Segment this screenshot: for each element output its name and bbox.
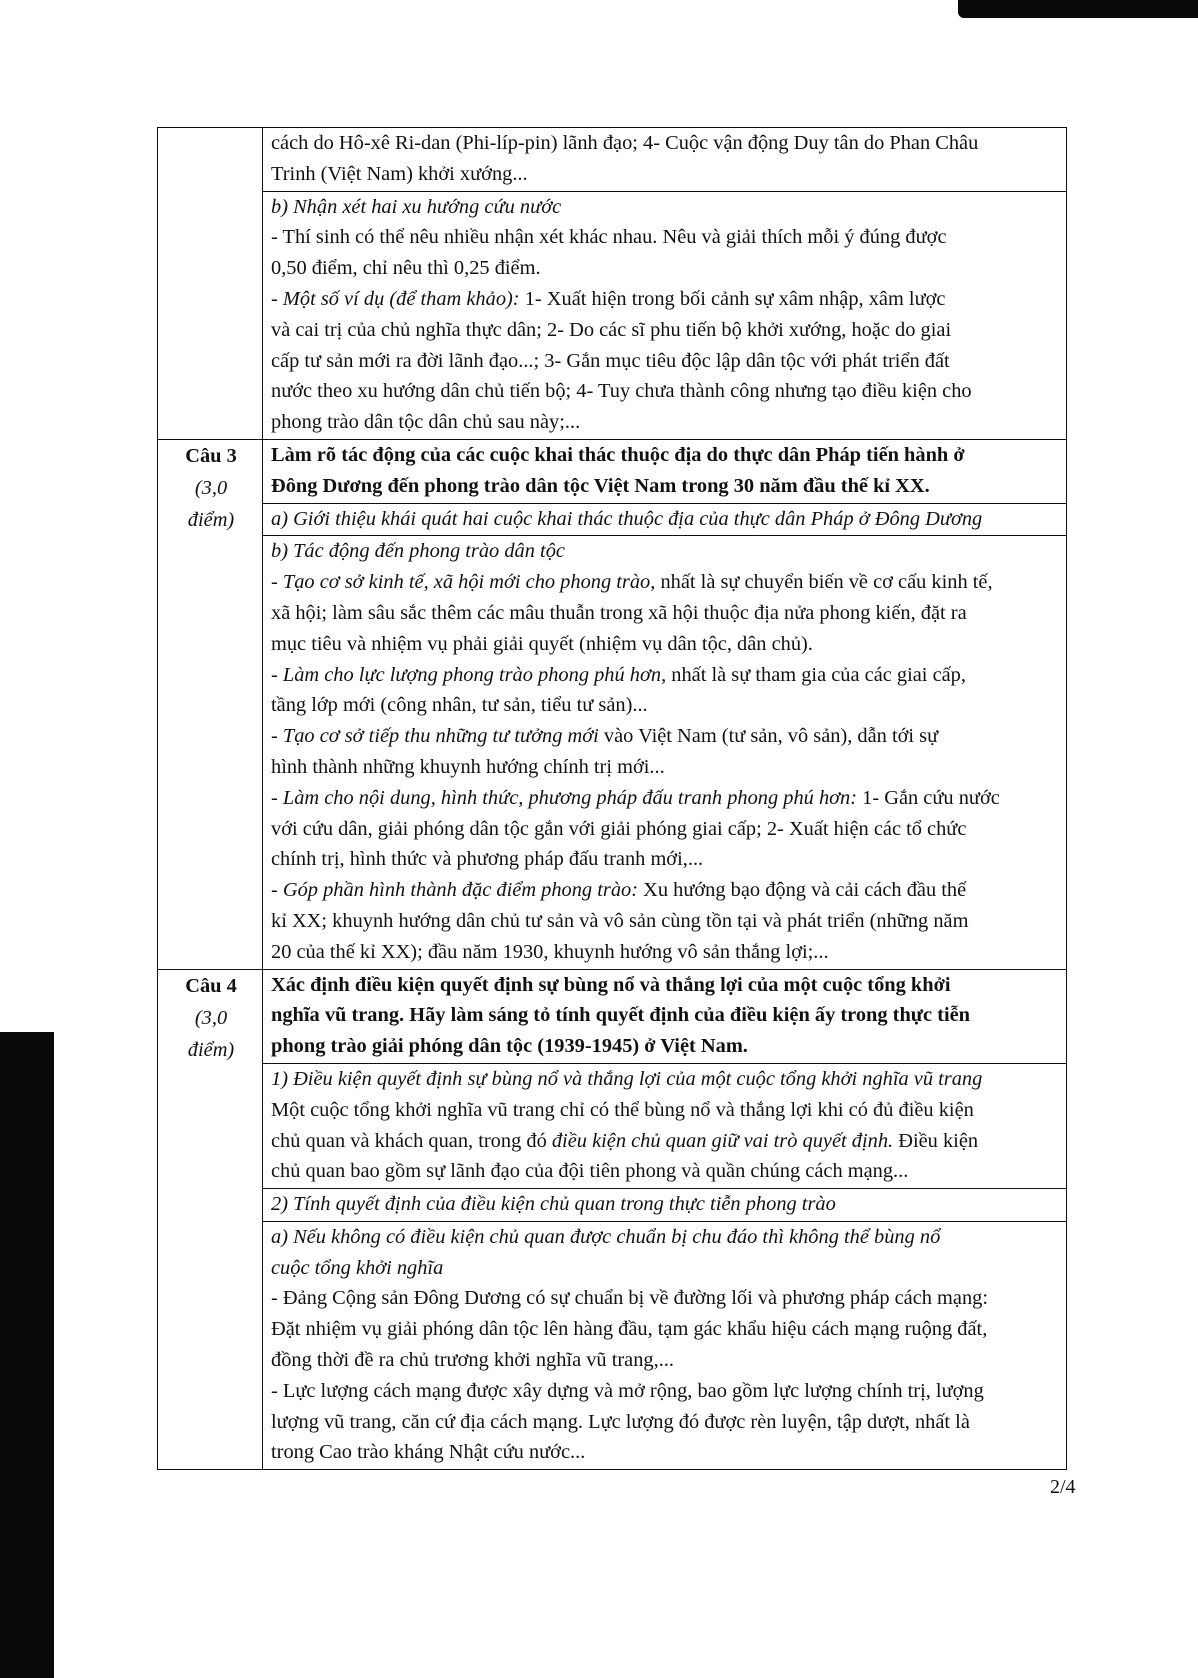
question-points: (3,0 bbox=[194, 476, 228, 499]
lead-phrase: - Tạo cơ sở tiếp thu những tư tưởng mới bbox=[271, 725, 599, 748]
text-line bbox=[271, 875, 1060, 906]
scan-edge-mark-top bbox=[958, 0, 1198, 18]
continuation-cell bbox=[263, 128, 1067, 192]
text-line: đồng thời đề ra chủ trương khởi nghĩa vũ trang,... bbox=[271, 1349, 674, 1372]
lead-phrase: - Làm cho lực lượng phong trào phong phú hơn, bbox=[271, 663, 667, 686]
text-line: kỉ XX; khuynh hướng dân chủ tư sản và vô sản cùng tồn tại và phát triển (những năm bbox=[271, 909, 969, 932]
text-line: - Đảng Cộng sản Đông Dương có sự chuẩn bị về đường lối và phương pháp cách mạng: bbox=[271, 1287, 989, 1310]
lead-phrase: - Làm cho nội dung, hình thức, phương pháp đấu tranh phong phú hơn: bbox=[271, 786, 858, 809]
text-line: xã hội; làm sâu sắc thêm các mâu thuẫn trong xã hội thuộc địa nửa phong kiến, đặt ra bbox=[271, 601, 967, 624]
q4-part-a bbox=[263, 1221, 1067, 1469]
lead-rest: 1- Gắn cứu nước bbox=[857, 786, 1000, 809]
lead-rest: nhất là sự tham gia của các giai cấp, bbox=[666, 663, 966, 686]
text-line: nước theo xu hướng dân chủ tiến bộ; 4- Tuy chưa thành công nhưng tạo điều kiện cho bbox=[271, 380, 972, 403]
text-segment: chủ quan và khách quan, trong đó bbox=[271, 1129, 552, 1152]
lead-phrase: - Tạo cơ sở kinh tế, xã hội mới cho phong trào, bbox=[271, 571, 656, 594]
question-points: điểm) bbox=[187, 508, 235, 531]
question-3-title bbox=[263, 439, 1067, 503]
text-line: chủ quan bao gồm sự lãnh đạo của đội tiên phong và quần chúng cách mạng... bbox=[271, 1160, 909, 1183]
section-heading: 2) Tính quyết định của điều kiện chủ quan trong thực tiễn phong trào bbox=[271, 1193, 836, 1216]
q3-part-b bbox=[263, 536, 1067, 969]
text-line: 0,50 điểm, chỉ nêu thì 0,25 điểm. bbox=[271, 257, 541, 280]
answer-key-table bbox=[157, 127, 1067, 1470]
table-row bbox=[158, 1221, 1067, 1469]
question-3-cell bbox=[158, 439, 263, 969]
table-row bbox=[158, 1189, 1067, 1222]
question-4-cell bbox=[158, 969, 263, 1470]
text-line: 20 của thế kỉ XX); đầu năm 1930, khuynh hướng vô sản thắng lợi;... bbox=[271, 940, 829, 963]
table-row bbox=[158, 536, 1067, 969]
text-line: Đông Dương đến phong trào dân tộc Việt Nam trong 30 năm đầu thế kỉ XX. bbox=[271, 474, 930, 497]
question-4-title bbox=[263, 969, 1067, 1063]
question-cell-empty bbox=[158, 128, 263, 440]
table-row bbox=[158, 1063, 1067, 1188]
table-row bbox=[158, 503, 1067, 536]
scan-edge-mark-left bbox=[0, 1032, 54, 1678]
lead-rest: nhất là sự chuyển biến về cơ cấu kinh tế, bbox=[655, 571, 993, 594]
text-line: trong Cao trào kháng Nhật cứu nước... bbox=[271, 1441, 586, 1464]
text-line bbox=[271, 284, 1060, 315]
text-line: với cứu dân, giải phóng dân tộc gắn với giải phóng giai cấp; 2- Xuất hiện các tổ chức bbox=[271, 817, 967, 840]
text-line: hình thành những khuynh hướng chính trị mới... bbox=[271, 755, 665, 778]
text-line: Xác định điều kiện quyết định sự bùng nổ và thắng lợi của một cuộc tổng khởi bbox=[271, 973, 951, 996]
section-heading: b) Nhận xét hai xu hướng cứu nước bbox=[271, 195, 562, 218]
text-line: Đặt nhiệm vụ giải phóng dân tộc lên hàng đầu, tạm gác khẩu hiệu cách mạng ruộng đất, bbox=[271, 1318, 988, 1341]
text-line: - Lực lượng cách mạng được xây dựng và mở rộng, bao gồm lực lượng chính trị, lượng bbox=[271, 1379, 984, 1402]
lead-phrase: - Một số ví dụ (để tham khảo): bbox=[271, 287, 520, 310]
text-line bbox=[271, 567, 1060, 598]
text-line: - Thí sinh có thể nêu nhiều nhận xét khác nhau. Nêu và giải thích mỗi ý đúng được bbox=[271, 226, 947, 249]
q4-section-2 bbox=[263, 1189, 1067, 1222]
table-row bbox=[158, 969, 1067, 1063]
text-line bbox=[271, 1126, 1060, 1157]
text-segment: Điều kiện bbox=[893, 1129, 979, 1152]
text-line: và cai trị của chủ nghĩa thực dân; 2- Do các sĩ phu tiến bộ khởi xướng, hoặc do giai bbox=[271, 318, 952, 341]
section-heading: a) Giới thiệu khái quát hai cuộc khai thác thuộc địa của thực dân Pháp ở Đông Dương bbox=[271, 507, 983, 530]
text-line: chính trị, hình thức và phương pháp đấu tranh mới,... bbox=[271, 848, 704, 871]
text-line bbox=[271, 783, 1060, 814]
text-line: Trinh (Việt Nam) khởi xướng... bbox=[271, 162, 528, 185]
table-row bbox=[158, 191, 1067, 439]
text-line: tầng lớp mới (công nhân, tư sản, tiểu tư sản)... bbox=[271, 694, 648, 717]
text-line: Một cuộc tổng khởi nghĩa vũ trang chỉ có thể bùng nổ và thắng lợi khi có đủ điều kiện bbox=[271, 1098, 974, 1121]
section-heading: b) Tác động đến phong trào dân tộc bbox=[271, 540, 565, 563]
text-line: Làm rõ tác động của các cuộc khai thác thuộc địa do thực dân Pháp tiến hành ở bbox=[271, 443, 965, 466]
section-heading: cuộc tổng khởi nghĩa bbox=[271, 1256, 444, 1279]
lead-rest: 1- Xuất hiện trong bối cảnh sự xâm nhập, xâm lược bbox=[519, 287, 946, 310]
text-line bbox=[271, 660, 1060, 691]
lead-rest: Xu hướng bạo động và cải cách đầu thế bbox=[638, 879, 967, 902]
text-line bbox=[271, 721, 1060, 752]
text-line: lượng vũ trang, căn cứ địa cách mạng. Lực lượng đó được rèn luyện, tập dượt, nhất là bbox=[271, 1410, 970, 1433]
text-line: cấp tư sản mới ra đời lãnh đạo...; 3- Gắn mục tiêu độc lập dân tộc với phát triển đất bbox=[271, 349, 950, 372]
q3-part-a bbox=[263, 503, 1067, 536]
lead-rest: vào Việt Nam (tư sản, vô sản), dẫn tới sự bbox=[598, 725, 939, 748]
question-points: điểm) bbox=[187, 1038, 235, 1061]
question-label: Câu 4 bbox=[185, 974, 237, 997]
table-row bbox=[158, 128, 1067, 192]
assessment-cell bbox=[263, 191, 1067, 439]
lead-phrase: - Góp phần hình thành đặc điểm phong trào: bbox=[271, 879, 639, 902]
table-row bbox=[158, 439, 1067, 503]
emphasis: điều kiện chủ quan giữ vai trò quyết định. bbox=[551, 1129, 894, 1152]
text-line: phong trào giải phóng dân tộc (1939-1945) ở Việt Nam. bbox=[271, 1035, 748, 1058]
text-line: phong trào dân tộc dân chủ sau này;... bbox=[271, 411, 581, 434]
text-line: cách do Hô-xê Ri-dan (Phi-líp-pin) lãnh đạo; 4- Cuộc vận động Duy tân do Phan Châu bbox=[271, 132, 979, 154]
page-number: 2/4 bbox=[1050, 1476, 1076, 1498]
text-line: mục tiêu và nhiệm vụ phải giải quyết (nhiệm vụ dân tộc, dân chủ). bbox=[271, 632, 813, 655]
question-label: Câu 3 bbox=[185, 444, 237, 467]
section-heading: 1) Điều kiện quyết định sự bùng nổ và thắng lợi của một cuộc tổng khởi nghĩa vũ trang bbox=[271, 1067, 983, 1090]
q4-section-1 bbox=[263, 1063, 1067, 1188]
question-points: (3,0 bbox=[194, 1006, 228, 1029]
text-line: nghĩa vũ trang. Hãy làm sáng tỏ tính quyết định của điều kiện ấy trong thực tiễn bbox=[271, 1004, 971, 1027]
section-heading: a) Nếu không có điều kiện chủ quan được chuẩn bị chu đáo thì không thể bùng nổ bbox=[271, 1225, 941, 1248]
